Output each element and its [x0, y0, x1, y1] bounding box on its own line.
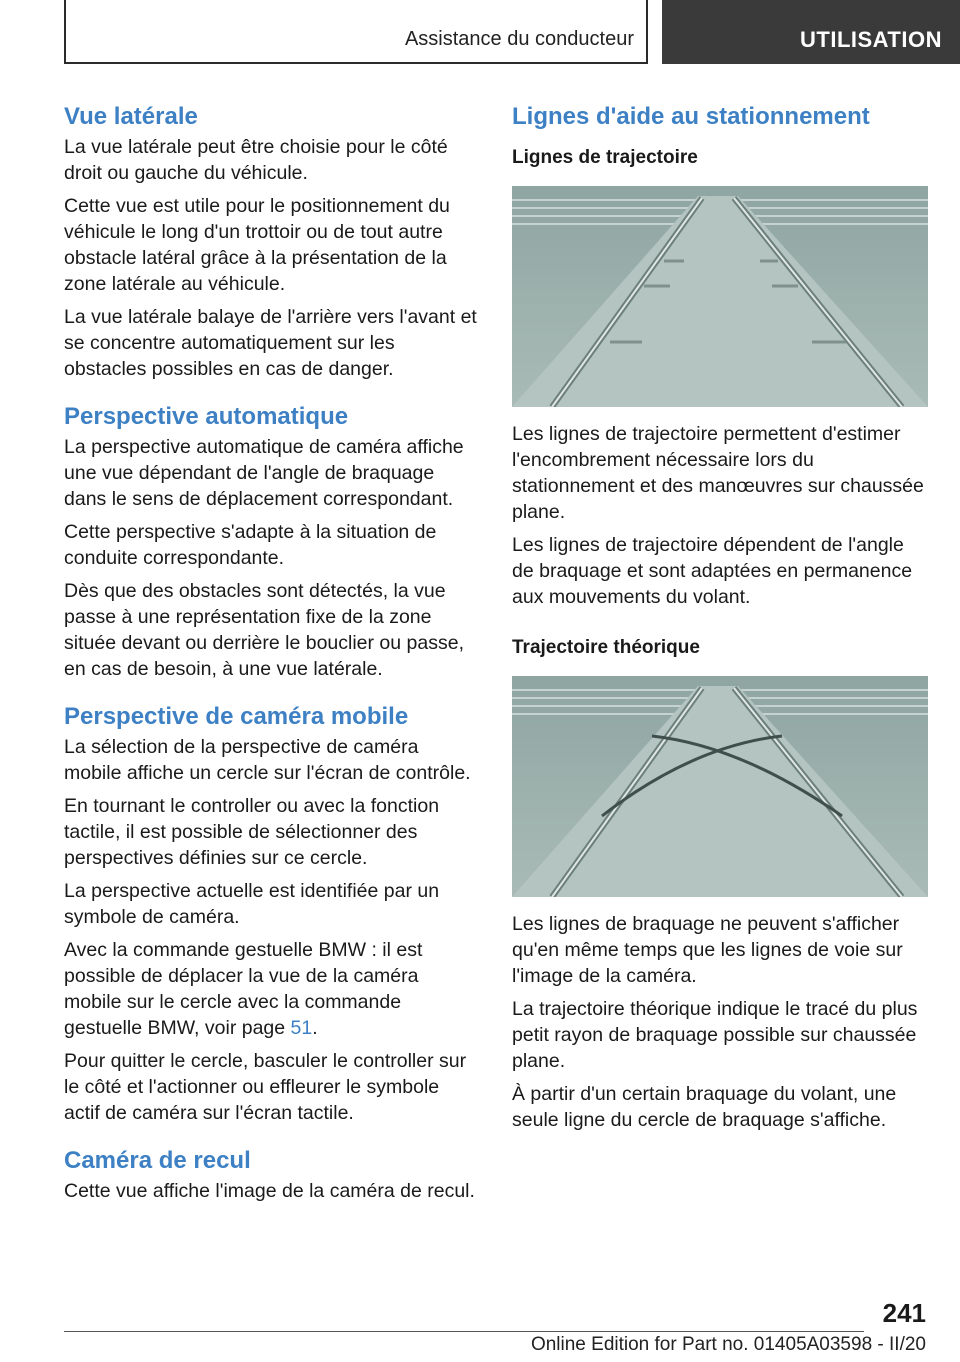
paragraph: En tournant le controller ou avec la fonction tactile, il est possible de sélectionner des perspectives définies sur ce cercle. — [64, 795, 440, 869]
trajectoire-text — [512, 421, 928, 610]
paragraph: Les lignes de trajectoire dépendent de l'angle de braquage et sont adaptées en permanence aux mouvements du volant. — [512, 534, 913, 608]
paragraph: La trajectoire théorique indique le tracé du plus petit rayon de braquage possible sur chaussée plane. — [512, 998, 918, 1072]
theorique-text — [512, 911, 928, 1133]
paragraph: Cette perspective s'adapte à la situation de conduite correspondante. — [64, 521, 437, 569]
paragraph: À partir d'un certain braquage du volant, une seule ligne du cercle de braquage s'affiche. — [512, 1083, 897, 1131]
left-column — [64, 100, 478, 1222]
paragraph-text: Avec la commande gestuelle BMW : il est possible de déplacer la vue de la caméra mobile sur le cercle avec la commande gestuelle BMW, voir page — [64, 939, 423, 1039]
heading-lignes-aide: Lignes d'aide au stationnement — [512, 103, 870, 130]
heading-perspective-mobile: Perspective de caméra mobile — [64, 703, 409, 730]
paragraph: Dès que des obstacles sont détectés, la vue passe à une représentation fixe de la zone située devant ou derrière le bouclier ou passe, en cas de besoin, à une vue latérale. — [64, 580, 464, 680]
footer-divider — [64, 1331, 864, 1332]
section-perspective-mobile — [64, 700, 478, 1126]
heading-trajectoire-theorique: Trajectoire théorique — [512, 637, 700, 658]
paragraph: Cette vue affiche l'image de la caméra de recul. — [64, 1180, 475, 1202]
header-section-title: Assistance du conducteur — [404, 28, 634, 50]
paragraph: La perspective automatique de caméra affiche une vue dépendant de l'angle de braquage dans le sens de déplacement correspondant. — [64, 436, 464, 510]
page-number: 241 — [882, 1298, 926, 1328]
paragraph: La vue latérale balaye de l'arrière vers l'avant et se concentre automatiquement sur les obstacles possibles en cas de danger. — [64, 306, 477, 380]
right-column — [512, 100, 928, 1140]
header-section-box — [64, 0, 648, 64]
paragraph: Les lignes de braquage ne peuvent s'afficher qu'en même temps que les lignes de voie sur l'image de la caméra. — [512, 913, 903, 987]
section-camera-recul — [64, 1144, 478, 1204]
theoretical-trajectory-illustration — [512, 676, 928, 897]
paragraph: La perspective actuelle est identifiée par un symbole de caméra. — [64, 880, 440, 928]
paragraph: Cette vue est utile pour le positionnement du véhicule le long d'un trottoir ou de tout autre obstacle latéral grâce à la présentation de la zone latérale au véhicule. — [64, 195, 450, 295]
header-chapter-box — [662, 0, 960, 64]
heading-vue-laterale: Vue latérale — [64, 103, 198, 130]
paragraph: Pour quitter le cercle, basculer le controller sur le côté et l'actionner ou effleurer le symbole actif de caméra sur l'écran tactile. — [64, 1050, 467, 1124]
section-vue-laterale — [64, 100, 478, 382]
page-link[interactable]: 51 — [290, 1017, 313, 1039]
footer-edition: Online Edition for Part no. 01405A03598 - II/20 — [530, 1334, 926, 1355]
heading-perspective-automatique: Perspective automatique — [64, 403, 349, 430]
heading-lignes-trajectoire: Lignes de trajectoire — [512, 147, 698, 168]
paragraph-end: . — [312, 1017, 318, 1039]
paragraph: Les lignes de trajectoire permettent d'estimer l'encombrement nécessaire lors du stationnement et des manœuvres sur chaussée plane. — [512, 423, 924, 523]
paragraph: La sélection de la perspective de caméra mobile affiche un cercle sur l'écran de contrôle. — [64, 736, 471, 784]
section-perspective-automatique — [64, 400, 478, 682]
paragraph: La vue latérale peut être choisie pour le côté droit ou gauche du véhicule. — [64, 136, 448, 184]
heading-camera-recul: Caméra de recul — [64, 1147, 251, 1174]
header-chapter-title: UTILISATION — [800, 27, 942, 52]
paragraph — [64, 937, 478, 1041]
trajectory-lines-illustration — [512, 186, 928, 407]
